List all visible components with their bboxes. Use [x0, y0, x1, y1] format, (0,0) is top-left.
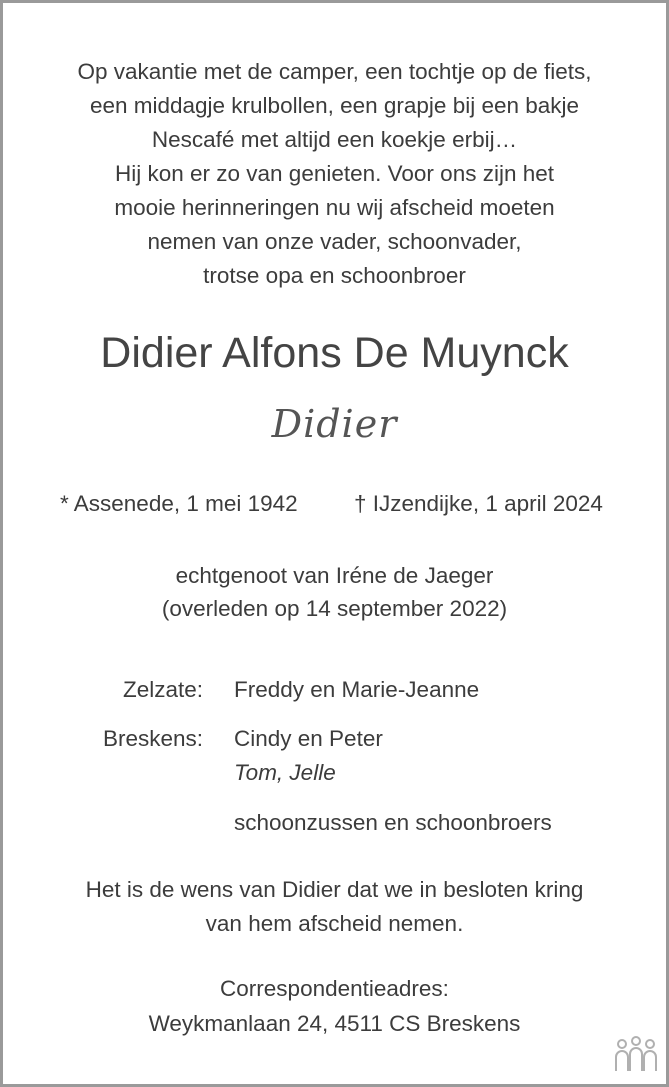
family-place-breskens: Breskens:	[102, 726, 203, 751]
family-names-breskens: Cindy en Peter	[234, 726, 383, 751]
in-laws: schoonzussen en schoonbroers	[234, 810, 552, 835]
wish-line: van hem afscheid nemen.	[205, 911, 464, 936]
spouse-info	[3, 559, 666, 625]
poem-line: Op vakantie met de camper, een tochtje op de fiets,	[77, 59, 592, 84]
poem-line: Hij kon er zo van genieten. Voor ons zijn het	[114, 161, 554, 186]
deceased-name: Didier Alfons De Muynck	[100, 329, 569, 377]
family-names-zelzate: Freddy en Marie-Jeanne	[234, 677, 480, 702]
poem-line: een middagje krulbollen, een grapje bij een bakje	[89, 93, 580, 118]
correspondence-address	[3, 971, 666, 1041]
signature: Didier	[271, 402, 398, 446]
family-people-icon	[613, 1035, 659, 1075]
poem-line: mooie herinneringen nu wij afscheid moeten	[114, 195, 555, 220]
poem-line: nemen van onze vader, schoonvader,	[147, 229, 522, 254]
poem-line: trotse opa en schoonbroer	[203, 263, 466, 288]
grandchildren-names: Tom, Jelle	[234, 760, 336, 785]
poem-line: Nescafé met altijd een koekje erbij…	[151, 127, 518, 152]
death-date: † IJzendijke, 1 april 2024	[354, 491, 603, 516]
family-place-zelzate: Zelzate:	[122, 677, 203, 702]
spouse-line: (overleden op 14 september 2022)	[161, 596, 508, 621]
address-label: Correspondentieadres:	[220, 976, 449, 1001]
address-line: Weykmanlaan 24, 4511 CS Breskens	[148, 1011, 521, 1036]
spouse-line: echtgenoot van Iréne de Jaeger	[175, 563, 494, 588]
wish	[3, 873, 666, 941]
wish-line: Het is de wens van Didier dat we in besloten kring	[85, 877, 584, 902]
poem	[3, 55, 666, 293]
birth-date: * Assenede, 1 mei 1942	[60, 491, 298, 516]
